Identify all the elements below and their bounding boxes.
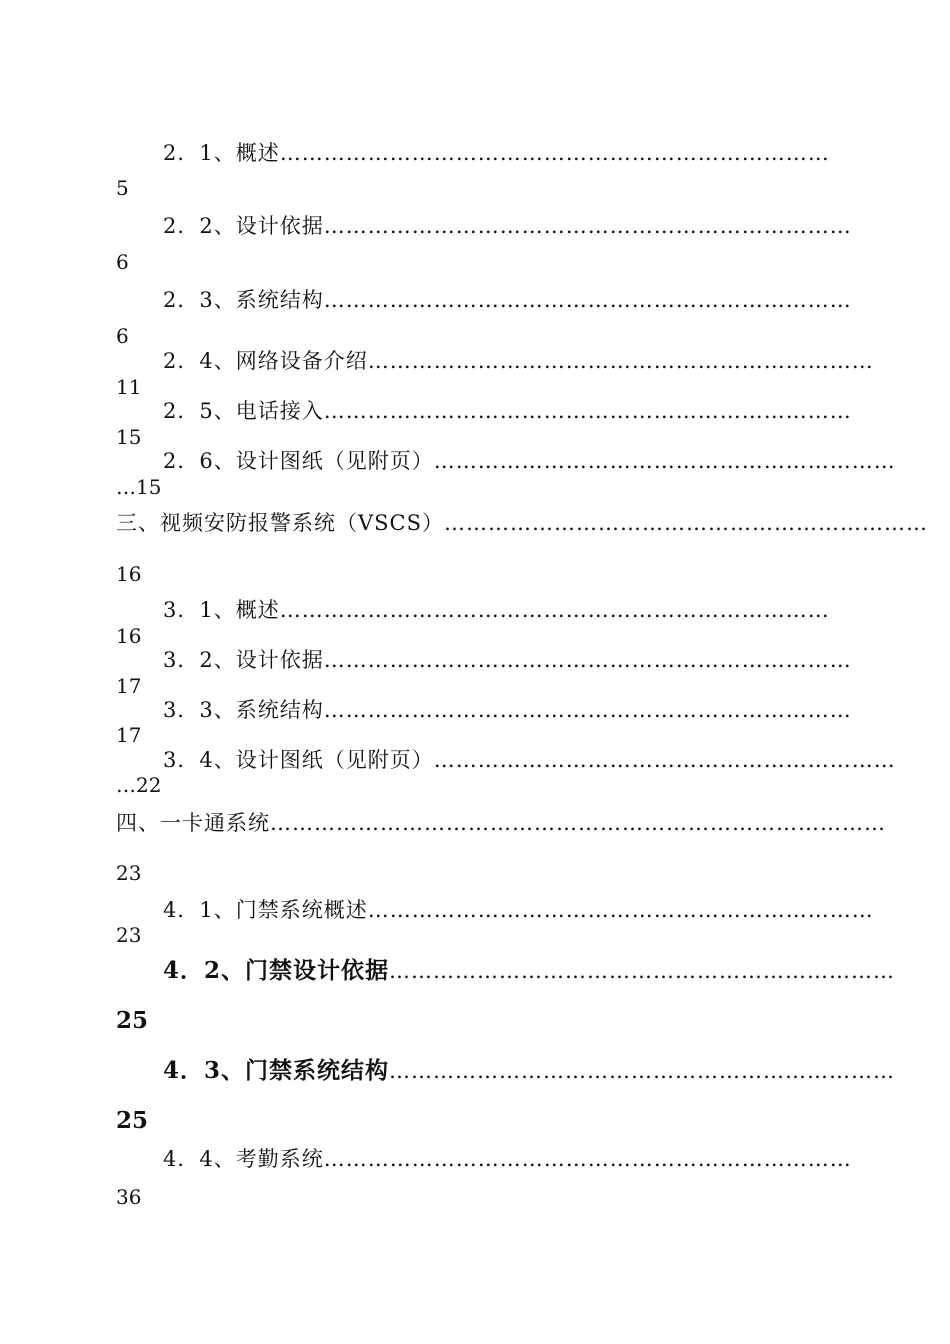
toc-page-number: 15 — [116, 425, 142, 449]
toc-leader: ……………………………………………………………… — [323, 698, 852, 722]
toc-page-number: …15 — [116, 475, 162, 499]
toc-entry-4-3[interactable] — [163, 1057, 896, 1084]
toc-label: 4．1、门禁系统概述 — [163, 898, 368, 922]
toc-entry-4-4[interactable] — [163, 1146, 852, 1172]
toc-page-number: 6 — [116, 324, 129, 348]
toc-leader: ……………………………………………………………… — [323, 1147, 852, 1171]
toc-page-number: 6 — [116, 250, 129, 274]
toc-leader: ……………………………………………………… — [433, 449, 896, 473]
toc-leader: …………………………………………………………… — [367, 349, 874, 373]
toc-leader: …………………………………………………………… — [389, 1059, 896, 1083]
toc-label: 4．4、考勤系统 — [163, 1147, 324, 1171]
toc-label: 2．6、设计图纸（见附页） — [163, 449, 434, 473]
toc-page-number: 17 — [116, 674, 142, 698]
toc-entry-2-5[interactable] — [163, 398, 852, 424]
toc-label: 4．2、门禁设计依据 — [163, 957, 390, 984]
toc-entry-2-4[interactable] — [163, 348, 874, 374]
toc-page-number: 17 — [116, 723, 142, 747]
toc-leader: ………………………………………………………………… — [279, 141, 830, 165]
toc-label: 3．2、设计依据 — [163, 648, 324, 672]
toc-page-number: …22 — [116, 773, 162, 797]
toc-entry-3-2[interactable] — [163, 647, 852, 673]
toc-page-number: 11 — [116, 375, 142, 399]
toc-label: 3．3、系统结构 — [163, 698, 324, 722]
toc-entry-2-3[interactable] — [163, 287, 852, 313]
toc-label: 三、视频安防报警系统（VSCS） — [116, 511, 445, 535]
toc-label: 2．3、系统结构 — [163, 288, 324, 312]
toc-entry-3-3[interactable] — [163, 697, 852, 723]
toc-leader: …………………………………………………………… — [367, 898, 874, 922]
toc-page-number: 25 — [116, 1007, 149, 1034]
toc-label: 2．4、网络设备介绍 — [163, 349, 368, 373]
toc-leader: …………………………………………………………… — [389, 959, 896, 983]
toc-page-number: 36 — [116, 1185, 142, 1209]
toc-label: 3．1、概述 — [163, 598, 280, 622]
toc-label: 3．4、设计图纸（见附页） — [163, 748, 434, 772]
toc-leader: ……………………………………………………………… — [323, 214, 852, 238]
toc-page-number: 25 — [116, 1107, 149, 1134]
toc-entry-2-6[interactable] — [163, 448, 896, 474]
toc-entry-2-1[interactable] — [163, 140, 846, 166]
toc-leader: ……………………………………………………………… — [323, 648, 852, 672]
toc-label: 2．5、电话接入 — [163, 399, 324, 423]
toc-section-4[interactable] — [116, 810, 886, 836]
toc-label: 2．2、设计依据 — [163, 214, 324, 238]
toc-page-number: 23 — [116, 861, 142, 885]
toc-label: 2．1、概述 — [163, 141, 280, 165]
toc-label: 四、一卡通系统 — [116, 811, 270, 835]
toc-page-number: 16 — [116, 562, 142, 586]
toc-entry-2-2[interactable] — [163, 213, 852, 239]
toc-leader: ………………………………………………………………………… — [270, 811, 886, 835]
toc-page-number: 23 — [116, 923, 142, 947]
toc-section-3[interactable] — [116, 510, 929, 536]
toc-page-number: 16 — [116, 624, 142, 648]
toc-entry-3-1[interactable] — [163, 597, 846, 623]
toc-leader: ………………………………………………………… — [444, 511, 929, 535]
toc-entry-3-4[interactable] — [163, 747, 896, 773]
toc-entry-4-1[interactable] — [163, 897, 874, 923]
toc-leader: ……………………………………………………… — [433, 748, 896, 772]
toc-leader: ……………………………………………………………… — [323, 288, 852, 312]
toc-leader: ………………………………………………………………… — [279, 598, 830, 622]
toc-entry-4-2[interactable] — [163, 957, 896, 984]
toc-leader: ……………………………………………………………… — [323, 399, 852, 423]
toc-page-number: 5 — [116, 176, 129, 200]
toc-label: 4．3、门禁系统结构 — [163, 1057, 390, 1084]
